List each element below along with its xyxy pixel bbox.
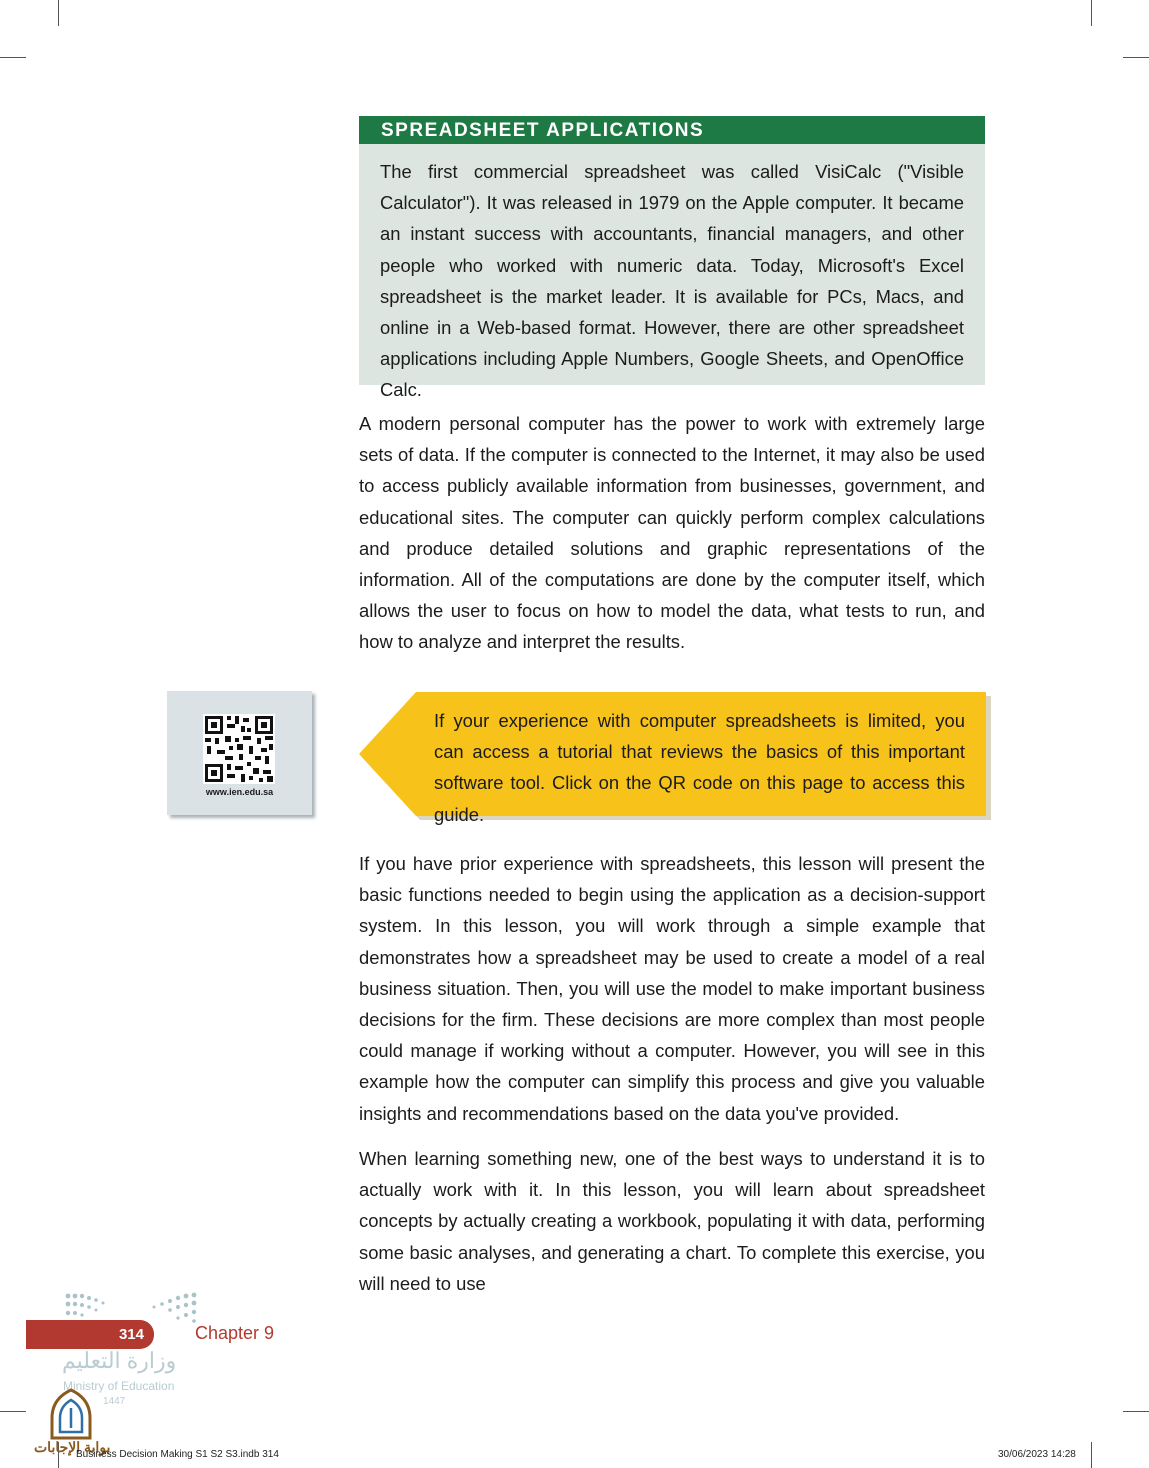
portal-logo-text: بوابة الإجابات	[34, 1439, 111, 1455]
portal-logo-icon	[48, 1388, 94, 1442]
chapter-label: Chapter 9	[195, 1323, 275, 1343]
qr-code-icon[interactable]	[203, 714, 275, 784]
file-slug: Business Decision Making S1 S2 S3.indb 314	[76, 1449, 279, 1460]
ministry-year: 1447	[103, 1396, 126, 1407]
ministry-english-name: Ministry of Education	[63, 1379, 175, 1393]
crop-mark	[0, 57, 26, 58]
crop-mark	[1123, 57, 1149, 58]
crop-mark	[1091, 0, 1092, 26]
sidebar-box-title: SPREADSHEET APPLICATIONS	[359, 116, 985, 144]
crop-mark	[58, 0, 59, 26]
qr-url-label: www.ien.edu.sa	[205, 787, 274, 797]
ministry-arabic-name: وزارة التعليم	[62, 1348, 177, 1373]
qr-code-card[interactable]	[167, 691, 312, 815]
body-paragraph: If you have prior experience with spreadsheets, this lesson will present the basic functions needed to begin using the application as a decision-support system. In this lesson, you will work through a simple example that demonstrates how a spreadsheet may be used to create a model of a real business situation. Then, you will use the model to make important business decisions for the firm. These decisions are more complex than most people could manage if working without a computer. However, you will see in this example how the computer can simplify this process and give you valuable insights and recommendations based on the data you've provided.	[359, 853, 985, 1124]
crop-mark	[1123, 1411, 1149, 1412]
callout-text: If your experience with computer spreadsheets is limited, you can access a tutorial that reviews the basics of this important software tool. Click on the QR code on this page to access this guide.	[434, 710, 965, 825]
sidebar-box-body: The first commercial spreadsheet was called VisiCalc ("Visible Calculator"). It was released in 1979 on the Apple computer. It became an instant success with accountants, financial managers, and other people who worked with numeric data. Today, Microsoft's Excel spreadsheet is the market leader. It is available for PCs, Macs, and online in a Web-based format. However, there are other spreadsheet applications including Apple Numbers, Google Sheets, and OpenOffice Calc.	[359, 144, 985, 385]
crop-mark	[1091, 1442, 1092, 1468]
body-paragraph: A modern personal computer has the power to work with extremely large sets of data. If the computer is connected to the Internet, it may also be used to access publicly available information from businesses, government, and educational sites. The computer can quickly perform complex calculations and produce detailed solutions and graphic representations of the information. All of the computations are done by the computer itself, which allows the user to focus on how to model the data, what tests to run, and how to analyze and interpret the results.	[359, 413, 985, 653]
body-paragraph: When learning something new, one of the best ways to understand it is to actually work with it. In this lesson, you will learn about spreadsheet concepts by actually creating a workbook, populating it with data, performing some basic analyses, and generating a chart. To complete this exercise, you will need to use	[359, 1148, 985, 1294]
page-number-tab: 314	[26, 1320, 154, 1349]
date-slug: 30/06/2023 14:28	[998, 1449, 1076, 1460]
crop-mark	[0, 1411, 26, 1412]
